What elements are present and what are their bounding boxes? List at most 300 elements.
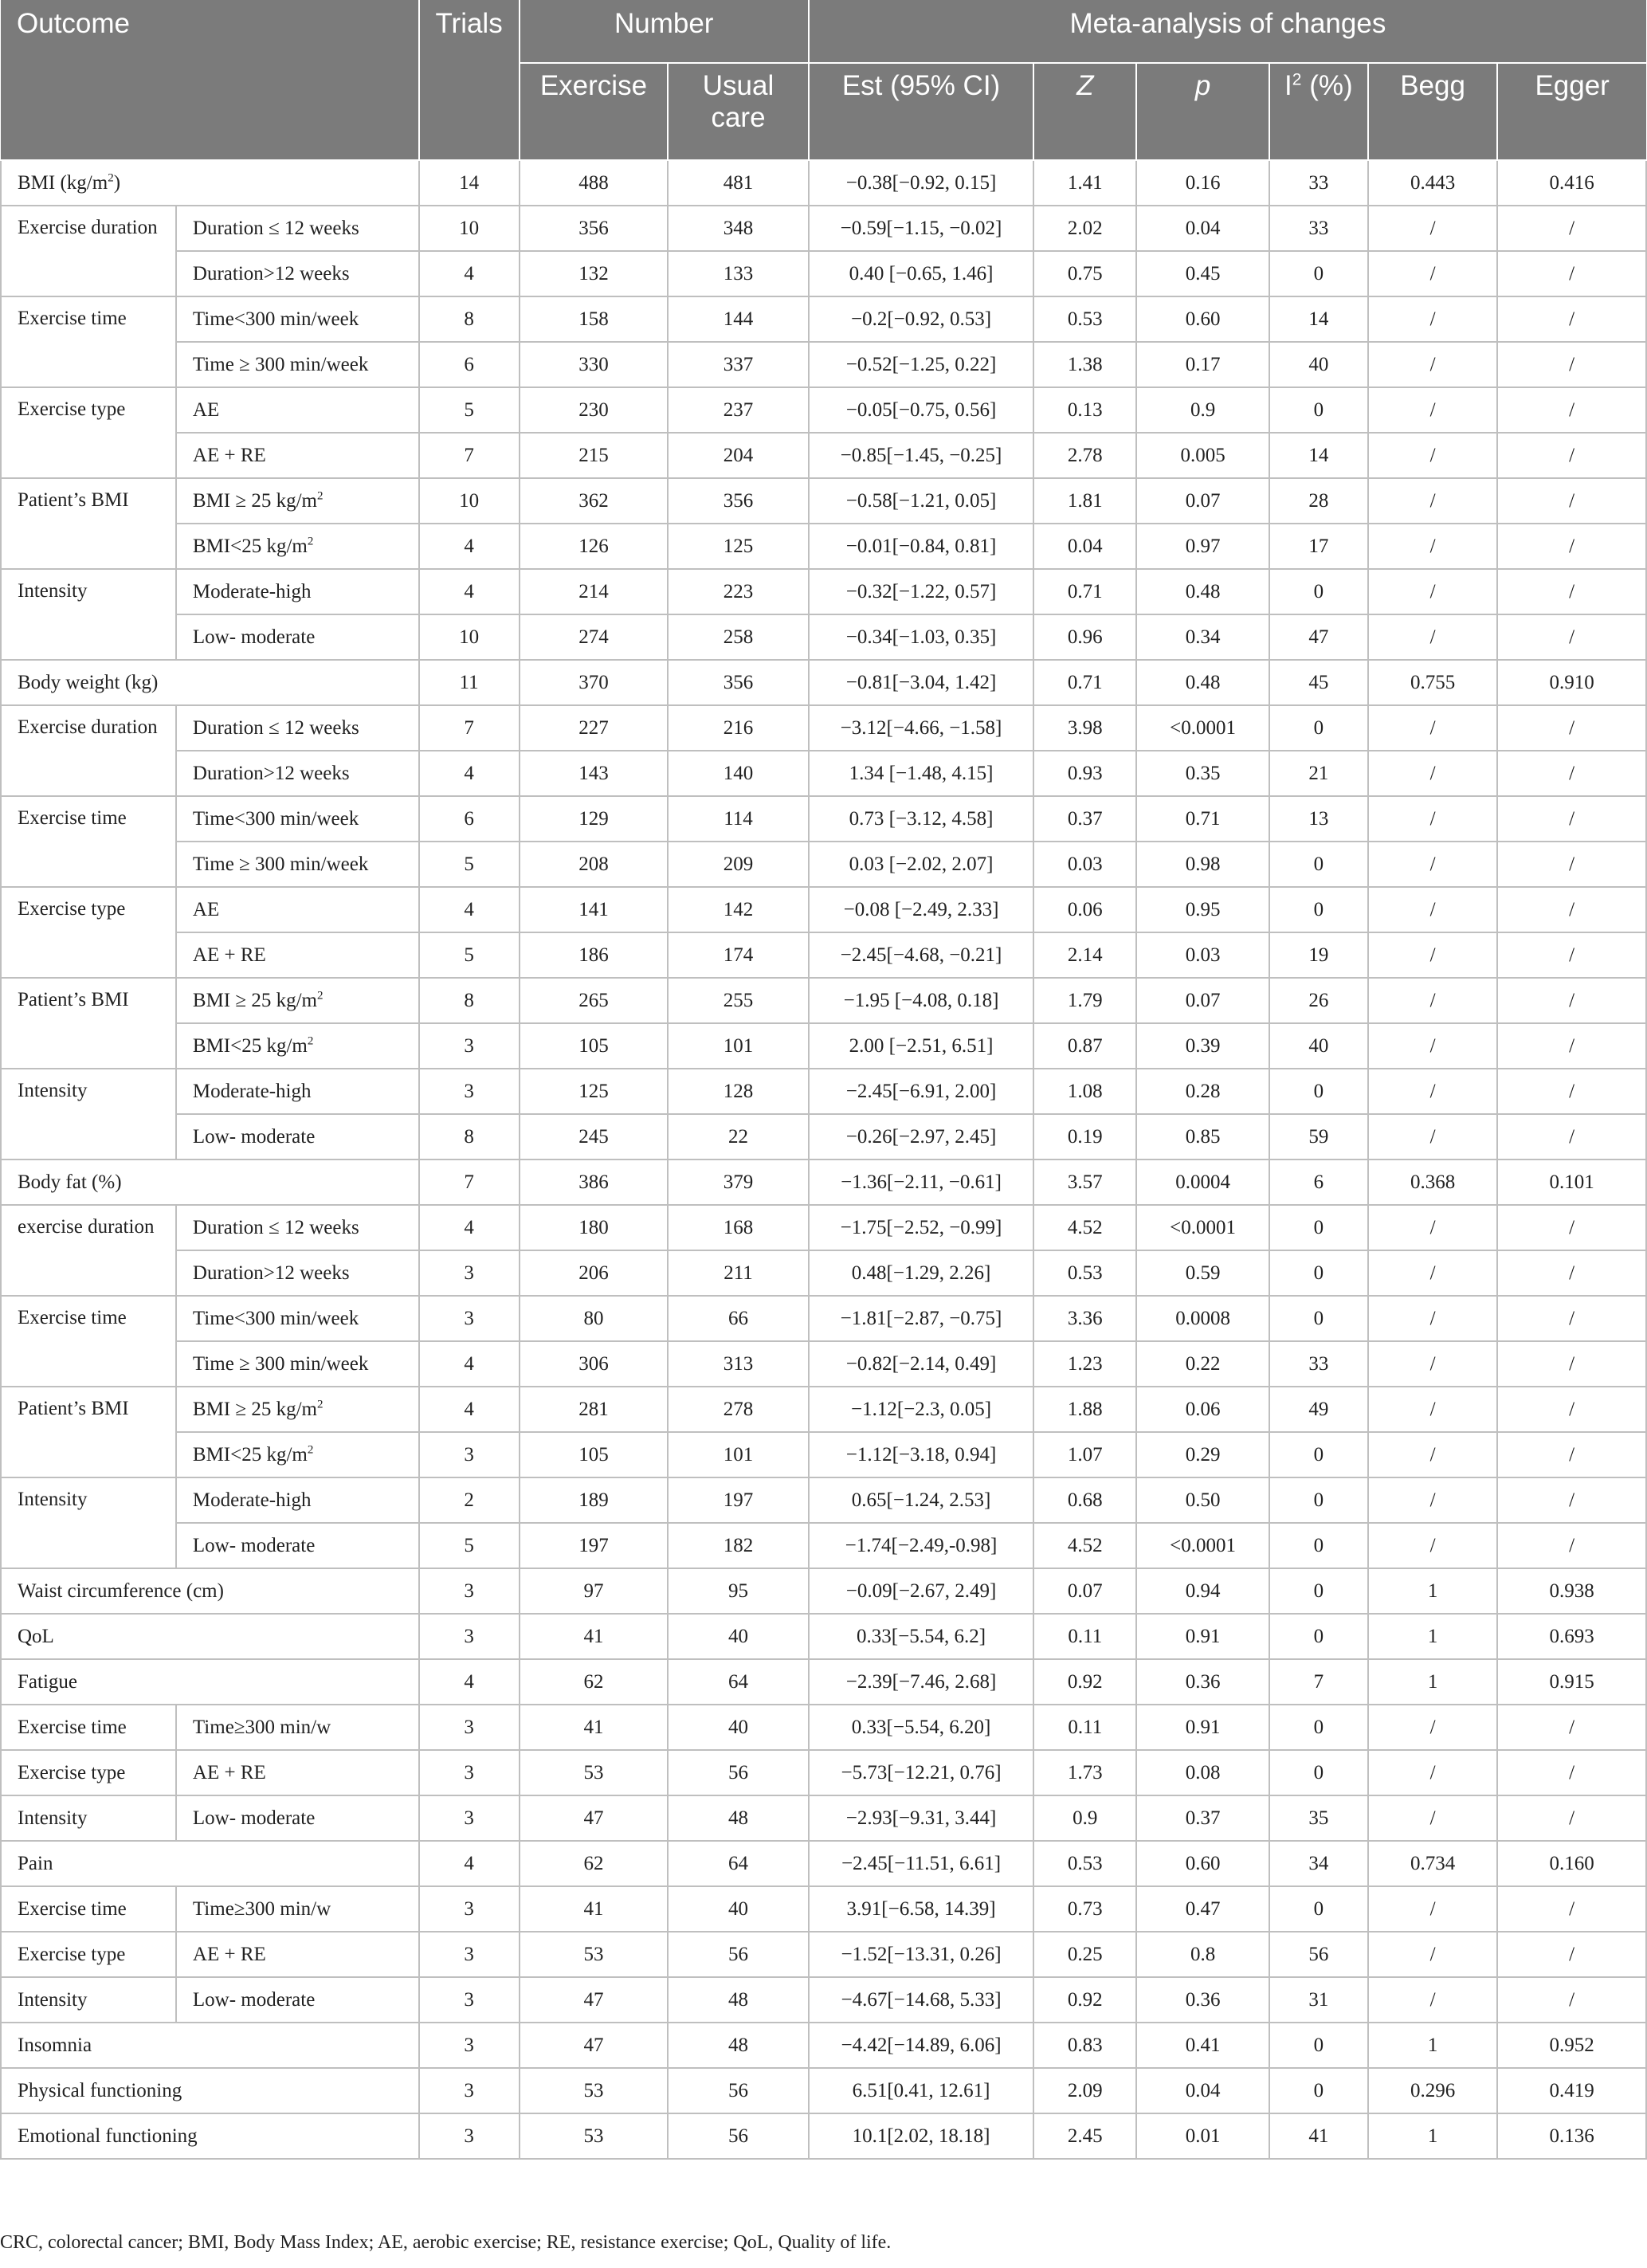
subgroup-label [176, 1932, 419, 1977]
subgroup-row [1, 887, 1646, 932]
subgroup-label-text: BMI ≥ 25 kg/m [192, 1398, 317, 1420]
header-egger: Egger [1497, 63, 1646, 160]
cell-exercise: 143 [520, 751, 669, 796]
subgroup-label [176, 1432, 419, 1477]
cell-exercise: 488 [520, 160, 669, 206]
outcome-row [1, 1841, 1646, 1886]
cell-egger: 0.938 [1497, 1568, 1646, 1614]
cell-p: 0.07 [1136, 478, 1269, 524]
subgroup-label [176, 842, 419, 887]
header-i2 [1269, 63, 1368, 160]
cell-exercise: 80 [520, 1296, 669, 1341]
cell-egger: 0.136 [1497, 2113, 1646, 2159]
cell-exercise: 125 [520, 1069, 669, 1114]
cell-i2: 14 [1269, 433, 1368, 478]
subgroup-label-text: Moderate-high [192, 580, 312, 602]
outcome-label [1, 1841, 419, 1886]
cell-estimate: 6.51[0.41, 12.61] [809, 2068, 1033, 2113]
table-body [1, 160, 1646, 2159]
cell-p: 0.04 [1136, 206, 1269, 251]
outcome-label-text: Body weight (kg) [18, 671, 159, 693]
outcome-label [1, 1614, 419, 1659]
subgroup-row [1, 569, 1646, 614]
cell-i2: 0 [1269, 1523, 1368, 1568]
cell-trials: 4 [419, 751, 520, 796]
cell-i2: 0 [1269, 387, 1368, 433]
cell-p: 0.41 [1136, 2023, 1269, 2068]
cell-usual-care: 48 [668, 2023, 809, 2068]
cell-usual-care: 356 [668, 660, 809, 705]
cell-usual-care: 56 [668, 1932, 809, 1977]
cell-z: 3.36 [1033, 1296, 1136, 1341]
cell-p: <0.0001 [1136, 705, 1269, 751]
cell-exercise: 330 [520, 342, 669, 387]
cell-exercise: 41 [520, 1614, 669, 1659]
cell-usual-care: 237 [668, 387, 809, 433]
cell-i2: 17 [1269, 524, 1368, 569]
subgroup-category: Exercise type [1, 387, 176, 478]
cell-exercise: 158 [520, 296, 669, 342]
cell-z: 1.81 [1033, 478, 1136, 524]
cell-exercise: 132 [520, 251, 669, 296]
cell-trials: 5 [419, 1523, 520, 1568]
header-estimate: Est (95% CI) [809, 63, 1033, 160]
subgroup-row [1, 1977, 1646, 2023]
cell-exercise: 53 [520, 1932, 669, 1977]
cell-trials: 6 [419, 342, 520, 387]
cell-p: 0.36 [1136, 1977, 1269, 2023]
cell-begg: / [1368, 796, 1497, 842]
cell-z: 0.75 [1033, 251, 1136, 296]
cell-egger: 0.915 [1497, 1659, 1646, 1705]
cell-p: 0.95 [1136, 887, 1269, 932]
outcome-label-text: QoL [18, 1625, 54, 1647]
cell-i2: 35 [1269, 1795, 1368, 1841]
cell-exercise: 265 [520, 978, 669, 1023]
cell-exercise: 62 [520, 1659, 669, 1705]
outcome-label-text: Physical functioning [18, 2079, 182, 2101]
cell-trials: 3 [419, 2113, 520, 2159]
subgroup-label [176, 1341, 419, 1387]
cell-exercise: 41 [520, 1705, 669, 1750]
cell-egger: 0.101 [1497, 1160, 1646, 1205]
subgroup-label-text: Duration>12 weeks [192, 762, 350, 784]
cell-exercise: 214 [520, 569, 669, 614]
cell-estimate: −4.67[−14.68, 5.33] [809, 1977, 1033, 2023]
cell-usual-care: 278 [668, 1387, 809, 1432]
subgroup-row [1, 1069, 1646, 1114]
cell-estimate: −0.2[−0.92, 0.53] [809, 296, 1033, 342]
cell-p: 0.98 [1136, 842, 1269, 887]
header-i2-base: I [1284, 70, 1292, 101]
subgroup-label-text: BMI ≥ 25 kg/m [192, 489, 317, 512]
cell-estimate: −2.45[−11.51, 6.61] [809, 1841, 1033, 1886]
outcome-label-sup: 2 [108, 171, 114, 185]
cell-begg: / [1368, 1296, 1497, 1341]
cell-begg: 0.734 [1368, 1841, 1497, 1886]
subgroup-category: Exercise duration [1, 705, 176, 796]
subgroup-label [176, 1886, 419, 1932]
outcome-label-text: Fatigue [18, 1670, 77, 1693]
cell-begg: / [1368, 1477, 1497, 1523]
cell-i2: 0 [1269, 251, 1368, 296]
cell-usual-care: 125 [668, 524, 809, 569]
cell-exercise: 53 [520, 2068, 669, 2113]
cell-i2: 13 [1269, 796, 1368, 842]
cell-p: 0.08 [1136, 1750, 1269, 1795]
subgroup-label [176, 978, 419, 1023]
cell-estimate: −1.12[−3.18, 0.94] [809, 1432, 1033, 1477]
cell-i2: 40 [1269, 1023, 1368, 1069]
subgroup-label-sup: 2 [307, 1443, 314, 1457]
subgroup-label-text: Time<300 min/week [192, 308, 359, 330]
cell-z: 0.07 [1033, 1568, 1136, 1614]
cell-estimate: 1.34 [−1.48, 4.15] [809, 751, 1033, 796]
cell-usual-care: 140 [668, 751, 809, 796]
cell-estimate: −0.85[−1.45, −0.25] [809, 433, 1033, 478]
cell-estimate: −0.81[−3.04, 1.42] [809, 660, 1033, 705]
cell-usual-care: 64 [668, 1841, 809, 1886]
cell-egger: 0.419 [1497, 2068, 1646, 2113]
subgroup-label [176, 1477, 419, 1523]
cell-z: 2.09 [1033, 2068, 1136, 2113]
cell-begg: / [1368, 1523, 1497, 1568]
cell-z: 0.06 [1033, 887, 1136, 932]
cell-i2: 0 [1269, 1296, 1368, 1341]
subgroup-label [176, 1296, 419, 1341]
subgroup-row [1, 1795, 1646, 1841]
subgroup-label-text: BMI<25 kg/m [192, 535, 308, 557]
cell-p: 0.04 [1136, 2068, 1269, 2113]
cell-begg: / [1368, 524, 1497, 569]
cell-p: 0.39 [1136, 1023, 1269, 1069]
cell-egger: / [1497, 887, 1646, 932]
cell-begg: / [1368, 342, 1497, 387]
cell-begg: / [1368, 1341, 1497, 1387]
subgroup-row [1, 1523, 1646, 1568]
cell-usual-care: 128 [668, 1069, 809, 1114]
cell-usual-care: 40 [668, 1614, 809, 1659]
cell-p: 0.71 [1136, 796, 1269, 842]
cell-exercise: 370 [520, 660, 669, 705]
cell-z: 0.03 [1033, 842, 1136, 887]
cell-egger: / [1497, 1932, 1646, 1977]
cell-i2: 59 [1269, 1114, 1368, 1160]
cell-i2: 0 [1269, 1069, 1368, 1114]
cell-exercise: 215 [520, 433, 669, 478]
cell-egger: / [1497, 569, 1646, 614]
cell-z: 2.78 [1033, 433, 1136, 478]
cell-i2: 6 [1269, 1160, 1368, 1205]
cell-begg: / [1368, 433, 1497, 478]
outcome-label-text: Pain [18, 1852, 53, 1874]
cell-exercise: 129 [520, 796, 669, 842]
cell-trials: 14 [419, 160, 520, 206]
subgroup-row [1, 478, 1646, 524]
cell-z: 1.41 [1033, 160, 1136, 206]
cell-begg: 1 [1368, 1568, 1497, 1614]
cell-begg: 1 [1368, 2023, 1497, 2068]
cell-estimate: −1.12[−2.3, 0.05] [809, 1387, 1033, 1432]
cell-trials: 7 [419, 433, 520, 478]
cell-usual-care: 197 [668, 1477, 809, 1523]
cell-exercise: 47 [520, 1977, 669, 2023]
cell-exercise: 189 [520, 1477, 669, 1523]
header-trials: Trials [419, 0, 520, 160]
cell-trials: 4 [419, 524, 520, 569]
subgroup-row [1, 751, 1646, 796]
cell-z: 0.9 [1033, 1795, 1136, 1841]
cell-estimate: −1.81[−2.87, −0.75] [809, 1296, 1033, 1341]
subgroup-label [176, 206, 419, 251]
subgroup-row [1, 978, 1646, 1023]
cell-i2: 49 [1269, 1387, 1368, 1432]
cell-begg: / [1368, 1932, 1497, 1977]
cell-trials: 3 [419, 1568, 520, 1614]
cell-p: 0.59 [1136, 1250, 1269, 1296]
subgroup-row [1, 796, 1646, 842]
cell-trials: 4 [419, 1341, 520, 1387]
cell-i2: 0 [1269, 1205, 1368, 1250]
cell-trials: 8 [419, 296, 520, 342]
cell-i2: 31 [1269, 1977, 1368, 2023]
cell-i2: 0 [1269, 569, 1368, 614]
cell-p: 0.91 [1136, 1705, 1269, 1750]
cell-estimate: −2.45[−4.68, −0.21] [809, 932, 1033, 978]
cell-estimate: −5.73[−12.21, 0.76] [809, 1750, 1033, 1795]
cell-egger: / [1497, 978, 1646, 1023]
subgroup-row [1, 1023, 1646, 1069]
cell-p: 0.03 [1136, 932, 1269, 978]
table-header [1, 0, 1646, 160]
cell-exercise: 386 [520, 1160, 669, 1205]
cell-exercise: 105 [520, 1432, 669, 1477]
cell-z: 1.08 [1033, 1069, 1136, 1114]
cell-z: 0.19 [1033, 1114, 1136, 1160]
cell-usual-care: 101 [668, 1023, 809, 1069]
cell-exercise: 97 [520, 1568, 669, 1614]
cell-z: 1.73 [1033, 1750, 1136, 1795]
cell-begg: / [1368, 569, 1497, 614]
cell-egger: / [1497, 251, 1646, 296]
cell-estimate: −1.95 [−4.08, 0.18] [809, 978, 1033, 1023]
subgroup-category: Intensity [1, 1977, 176, 2023]
cell-begg: 1 [1368, 2113, 1497, 2159]
cell-begg: / [1368, 1205, 1497, 1250]
cell-usual-care: 56 [668, 2113, 809, 2159]
cell-z: 0.11 [1033, 1705, 1136, 1750]
cell-exercise: 105 [520, 1023, 669, 1069]
cell-usual-care: 204 [668, 433, 809, 478]
cell-usual-care: 216 [668, 705, 809, 751]
cell-trials: 4 [419, 1387, 520, 1432]
cell-egger: 0.910 [1497, 660, 1646, 705]
subgroup-label [176, 478, 419, 524]
cell-p: 0.01 [1136, 2113, 1269, 2159]
cell-trials: 3 [419, 2068, 520, 2113]
cell-egger: / [1497, 1886, 1646, 1932]
cell-trials: 4 [419, 1205, 520, 1250]
subgroup-category: Patient’s BMI [1, 1387, 176, 1477]
outcome-label [1, 1568, 419, 1614]
cell-trials: 4 [419, 1659, 520, 1705]
cell-p: 0.36 [1136, 1659, 1269, 1705]
header-number: Number [520, 0, 809, 63]
cell-usual-care: 255 [668, 978, 809, 1023]
subgroup-label-text: Low- moderate [192, 626, 316, 648]
cell-trials: 3 [419, 1886, 520, 1932]
outcome-row [1, 160, 1646, 206]
outcome-label-text: BMI (kg/m [18, 171, 108, 194]
outcome-label [1, 1160, 419, 1205]
cell-z: 0.53 [1033, 1841, 1136, 1886]
subgroup-category: Exercise time [1, 296, 176, 387]
cell-exercise: 230 [520, 387, 669, 433]
cell-begg: / [1368, 1114, 1497, 1160]
cell-i2: 47 [1269, 614, 1368, 660]
cell-p: 0.0004 [1136, 1160, 1269, 1205]
cell-begg: / [1368, 705, 1497, 751]
cell-begg: / [1368, 1705, 1497, 1750]
cell-i2: 7 [1269, 1659, 1368, 1705]
outcome-row [1, 1160, 1646, 1205]
cell-p: 0.22 [1136, 1341, 1269, 1387]
cell-usual-care: 22 [668, 1114, 809, 1160]
cell-exercise: 208 [520, 842, 669, 887]
subgroup-category: Exercise time [1, 1886, 176, 1932]
cell-z: 1.79 [1033, 978, 1136, 1023]
cell-usual-care: 40 [668, 1886, 809, 1932]
cell-i2: 40 [1269, 342, 1368, 387]
cell-trials: 8 [419, 1114, 520, 1160]
cell-egger: / [1497, 1977, 1646, 2023]
cell-estimate: 3.91[−6.58, 14.39] [809, 1886, 1033, 1932]
cell-egger: / [1497, 1250, 1646, 1296]
cell-i2: 0 [1269, 1477, 1368, 1523]
subgroup-label [176, 569, 419, 614]
cell-i2: 33 [1269, 1341, 1368, 1387]
cell-usual-care: 142 [668, 887, 809, 932]
cell-usual-care: 48 [668, 1977, 809, 2023]
cell-trials: 10 [419, 614, 520, 660]
cell-trials: 4 [419, 887, 520, 932]
cell-estimate: −0.09[−2.67, 2.49] [809, 1568, 1033, 1614]
subgroup-label [176, 751, 419, 796]
cell-usual-care: 114 [668, 796, 809, 842]
header-exercise: Exercise [520, 63, 669, 160]
subgroup-category: Patient’s BMI [1, 978, 176, 1069]
cell-exercise: 47 [520, 1795, 669, 1841]
cell-z: 4.52 [1033, 1523, 1136, 1568]
cell-i2: 21 [1269, 751, 1368, 796]
cell-begg: / [1368, 932, 1497, 978]
subgroup-row [1, 1432, 1646, 1477]
cell-egger: 0.952 [1497, 2023, 1646, 2068]
cell-usual-care: 258 [668, 614, 809, 660]
subgroup-row [1, 1296, 1646, 1341]
cell-exercise: 62 [520, 1841, 669, 1886]
cell-trials: 3 [419, 1750, 520, 1795]
cell-usual-care: 313 [668, 1341, 809, 1387]
cell-begg: / [1368, 1750, 1497, 1795]
cell-exercise: 206 [520, 1250, 669, 1296]
cell-p: 0.17 [1136, 342, 1269, 387]
outcome-row [1, 2023, 1646, 2068]
header-z: Z [1033, 63, 1136, 160]
cell-estimate: −3.12[−4.66, −1.58] [809, 705, 1033, 751]
cell-usual-care: 64 [668, 1659, 809, 1705]
cell-estimate: −4.42[−14.89, 6.06] [809, 2023, 1033, 2068]
subgroup-category: Exercise time [1, 796, 176, 887]
cell-begg: / [1368, 887, 1497, 932]
cell-trials: 5 [419, 842, 520, 887]
cell-z: 0.25 [1033, 1932, 1136, 1977]
cell-estimate: 0.03 [−2.02, 2.07] [809, 842, 1033, 887]
cell-estimate: −0.38[−0.92, 0.15] [809, 160, 1033, 206]
cell-trials: 3 [419, 1432, 520, 1477]
cell-exercise: 53 [520, 2113, 669, 2159]
subgroup-row [1, 387, 1646, 433]
cell-usual-care: 174 [668, 932, 809, 978]
cell-p: 0.005 [1136, 433, 1269, 478]
subgroup-category: Exercise type [1, 1750, 176, 1795]
subgroup-row [1, 1705, 1646, 1750]
cell-i2: 28 [1269, 478, 1368, 524]
cell-p: 0.60 [1136, 296, 1269, 342]
cell-begg: 0.755 [1368, 660, 1497, 705]
cell-begg: 0.368 [1368, 1160, 1497, 1205]
subgroup-label-text: BMI ≥ 25 kg/m [192, 989, 317, 1011]
cell-egger: 0.160 [1497, 1841, 1646, 1886]
subgroup-label [176, 1069, 419, 1114]
cell-exercise: 47 [520, 2023, 669, 2068]
table-footnote: CRC, colorectal cancer; BMI, Body Mass Index; AE, aerobic exercise; RE, resistance exercise; QoL, Quality of life. [0, 2232, 892, 2253]
cell-egger: / [1497, 1296, 1646, 1341]
cell-p: 0.91 [1136, 1614, 1269, 1659]
cell-egger: / [1497, 932, 1646, 978]
cell-p: 0.16 [1136, 160, 1269, 206]
cell-egger: / [1497, 206, 1646, 251]
cell-i2: 0 [1269, 1705, 1368, 1750]
cell-usual-care: 66 [668, 1296, 809, 1341]
outcome-label-text: Insomnia [18, 2034, 92, 2056]
cell-trials: 4 [419, 569, 520, 614]
cell-z: 0.71 [1033, 660, 1136, 705]
cell-i2: 0 [1269, 1750, 1368, 1795]
cell-estimate: 0.48[−1.29, 2.26] [809, 1250, 1033, 1296]
subgroup-label [176, 796, 419, 842]
cell-estimate: −2.93[−9.31, 3.44] [809, 1795, 1033, 1841]
cell-z: 2.02 [1033, 206, 1136, 251]
header-usual-care: Usual care [668, 63, 809, 160]
subgroup-label-sup: 2 [317, 489, 324, 503]
cell-trials: 3 [419, 2023, 520, 2068]
outcome-label-suffix: ) [113, 171, 121, 194]
cell-trials: 3 [419, 1614, 520, 1659]
cell-estimate: −0.32[−1.22, 0.57] [809, 569, 1033, 614]
subgroup-row [1, 705, 1646, 751]
cell-z: 0.73 [1033, 1886, 1136, 1932]
cell-i2: 0 [1269, 1568, 1368, 1614]
subgroup-label-text: Duration ≤ 12 weeks [192, 1216, 359, 1238]
cell-p: 0.34 [1136, 614, 1269, 660]
subgroup-label-text: BMI<25 kg/m [192, 1034, 308, 1057]
cell-usual-care: 356 [668, 478, 809, 524]
header-begg: Begg [1368, 63, 1497, 160]
header-p: p [1136, 63, 1269, 160]
cell-z: 2.14 [1033, 932, 1136, 978]
cell-p: 0.8 [1136, 1932, 1269, 1977]
